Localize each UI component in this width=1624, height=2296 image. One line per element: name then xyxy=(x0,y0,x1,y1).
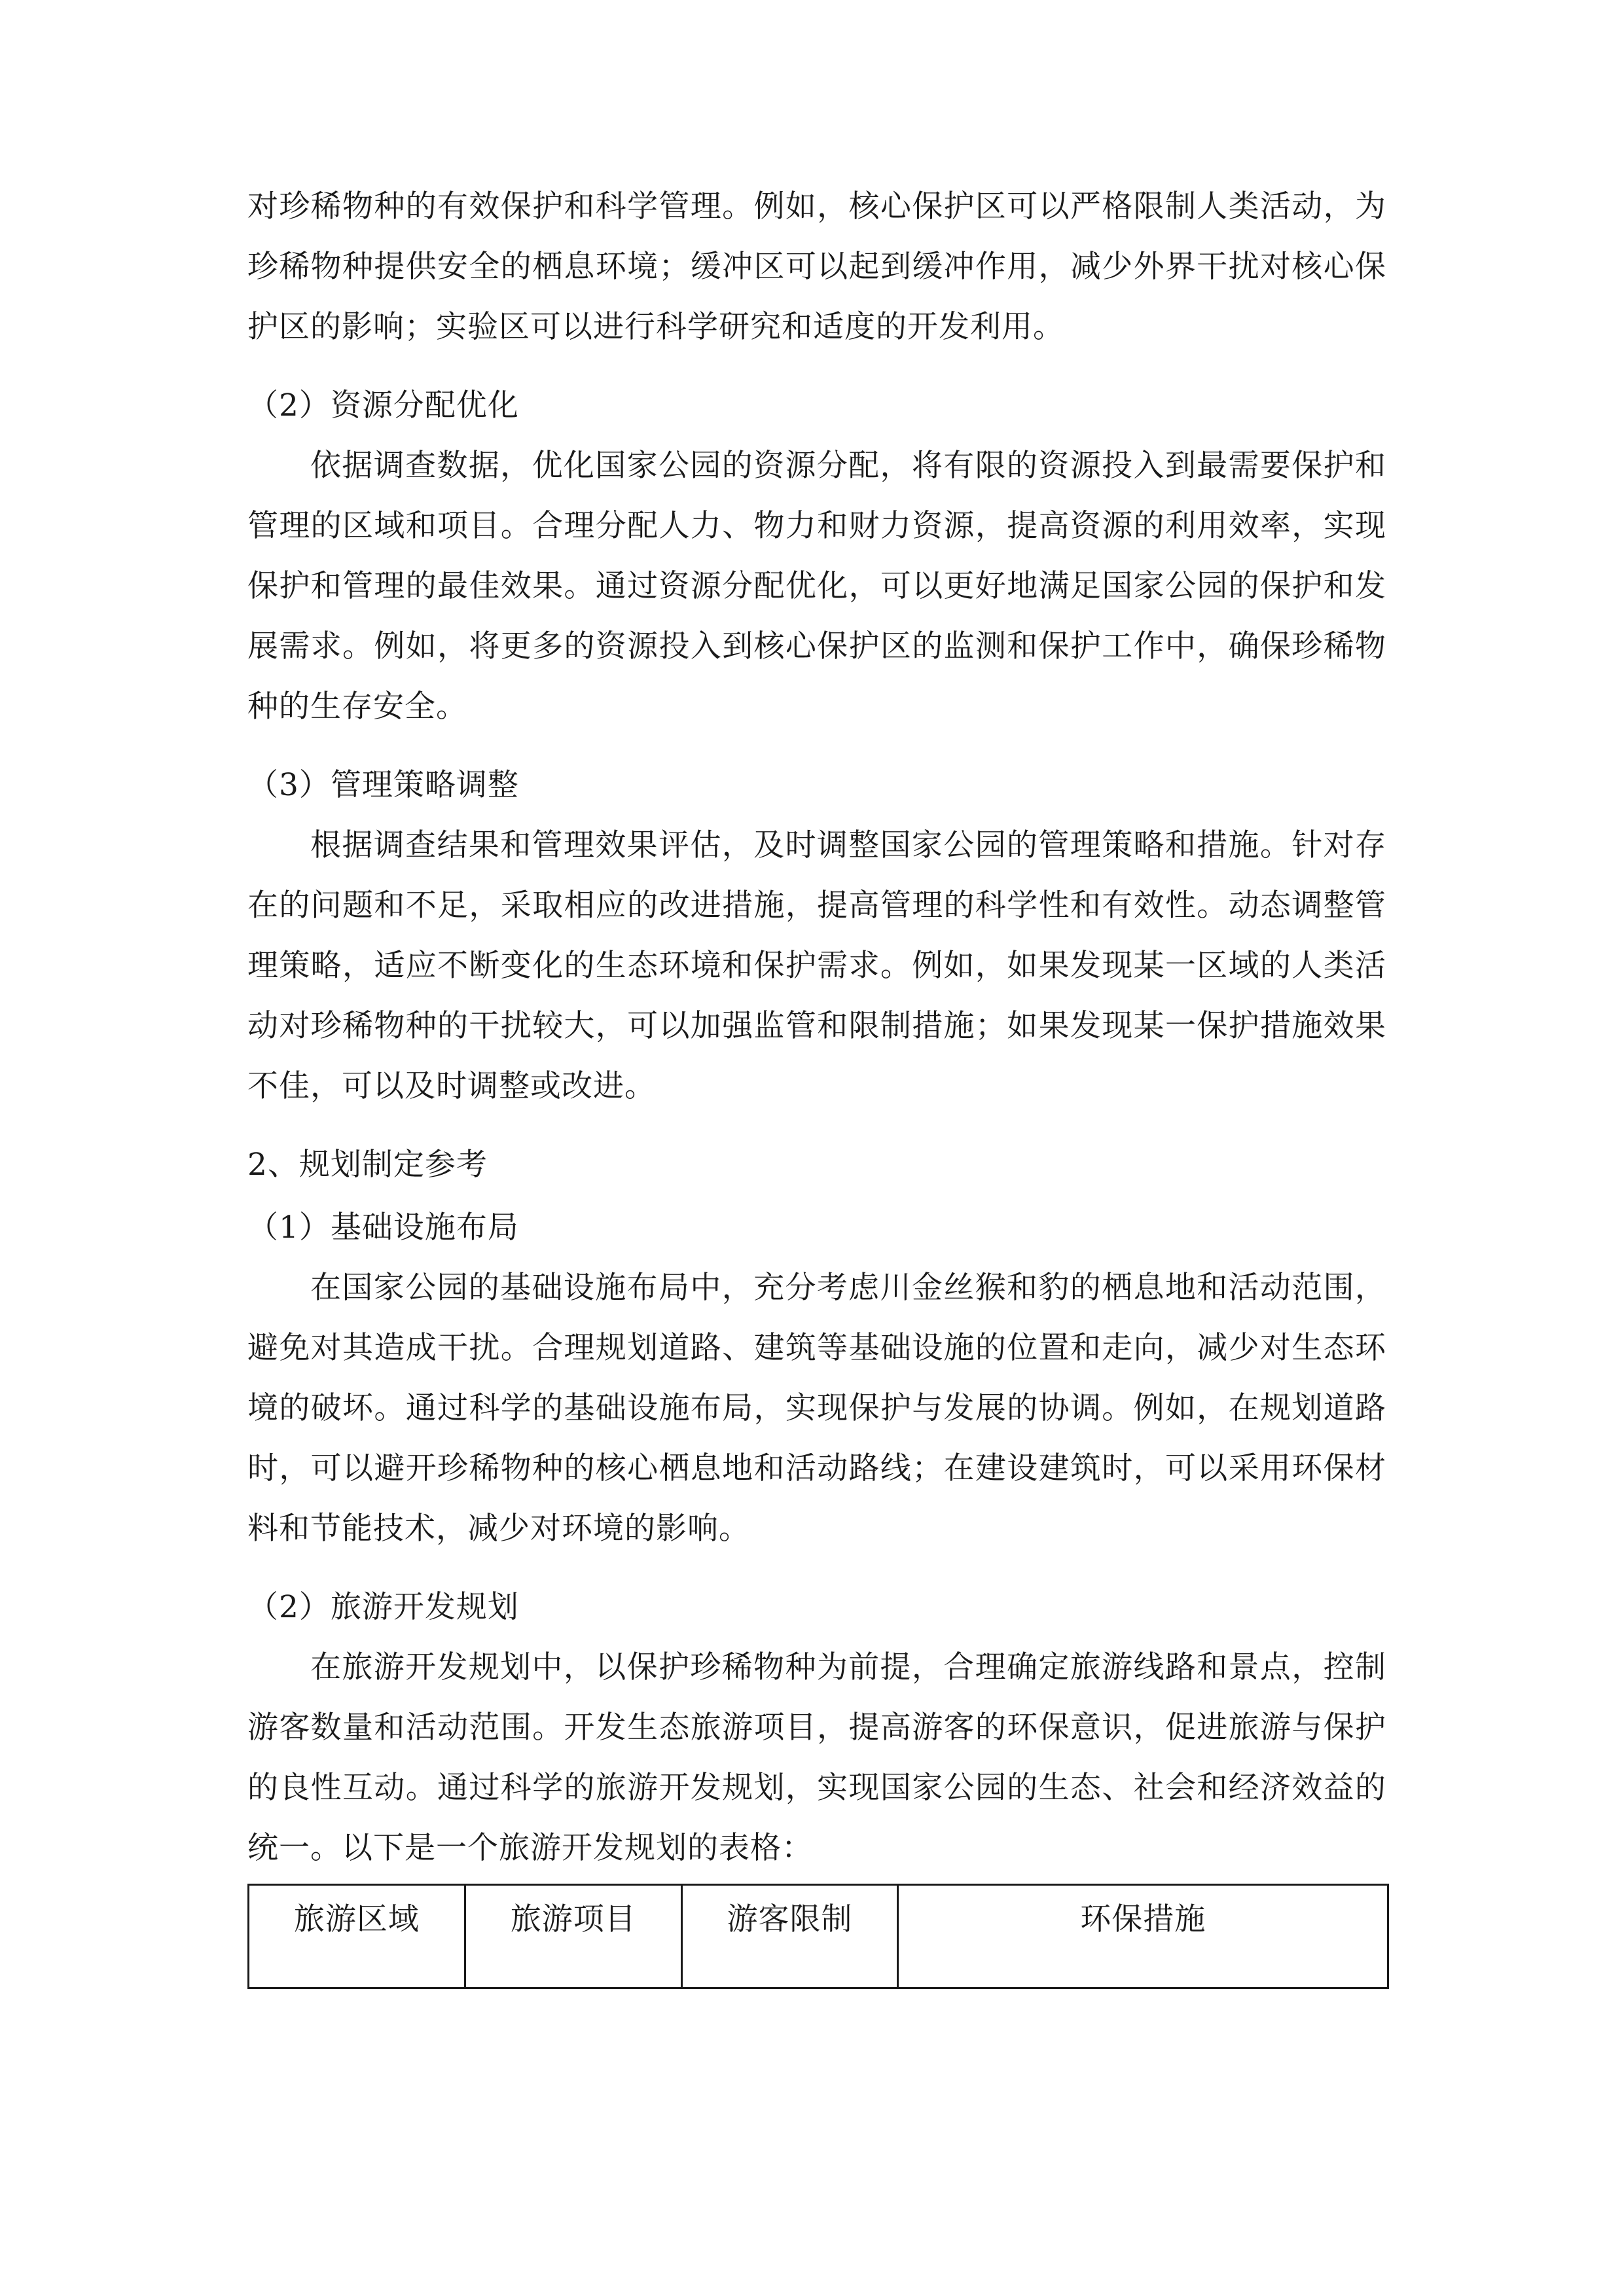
document-page xyxy=(247,177,1386,1989)
heading-planning-reference: 2、规划制定参考 xyxy=(247,1147,488,1183)
table-header-cell: 游客限制 xyxy=(681,1885,898,1988)
spacer xyxy=(247,1117,1386,1135)
heading-tourism-planning: （2）旅游开发规划 xyxy=(247,1589,519,1625)
paragraph-strategy-adjustment: 根据调查结果和管理效果评估，及时调整国家公园的管理策略和措施。针对存在的问题和不足，采取相应的改进措施，提高管理的科学性和有效性。动态调整管理策略，适应不断变化的生态环境和保护需求。例如，如果发现某一区域的人类活动对珍稀物种的干扰较大，可以加强监管和限制措施；如果发现某一保护措施效果不佳，可以及时调整或改进。 xyxy=(247,827,1386,1104)
heading-strategy-adjustment: （3）管理策略调整 xyxy=(247,767,519,803)
paragraph-infrastructure-layout: 在国家公园的基础设施布局中，充分考虑川金丝猴和豹的栖息地和活动范围，避免对其造成干扰。合理规划道路、建筑等基础设施的位置和走向，减少对生态环境的破坏。通过科学的基础设施布局，实现保护与发展的协调。例如，在规划道路时，可以避开珍稀物种的核心栖息地和活动路线；在建设建筑时，可以采用环保材料和节能技术，减少对环境的影响。 xyxy=(247,1270,1386,1547)
table-header-cell: 旅游项目 xyxy=(465,1885,681,1988)
heading-infrastructure-layout: （1）基础设施布局 xyxy=(247,1210,519,1246)
table-header-cell: 环保措施 xyxy=(898,1885,1388,1988)
table-header-row xyxy=(249,1885,1388,1988)
paragraph-resource-allocation: 依据调查数据，优化国家公园的资源分配，将有限的资源投入到最需要保护和管理的区域和项目。合理分配人力、物力和财力资源，提高资源的利用效率，实现保护和管理的最佳效果。通过资源分配优化，可以更好地满足国家公园的保护和发展需求。例如，将更多的资源投入到核心保护区的监测和保护工作中，确保珍稀物种的生存安全。 xyxy=(247,448,1386,725)
spacer xyxy=(247,1559,1386,1577)
spacer xyxy=(247,737,1386,755)
paragraph-zoning-continued: 对珍稀物种的有效保护和科学管理。例如，核心保护区可以严格限制人类活动，为珍稀物种提供安全的栖息环境；缓冲区可以起到缓冲作用，减少外界干扰对核心保护区的影响；实验区可以进行科学研究和适度的开发利用。 xyxy=(247,188,1386,345)
table-header-cell: 旅游区域 xyxy=(249,1885,465,1988)
tourism-plan-table xyxy=(247,1884,1389,1989)
spacer xyxy=(247,357,1386,376)
paragraph-tourism-planning: 在旅游开发规划中，以保护珍稀物种为前提，合理确定旅游线路和景点，控制游客数量和活动范围。开发生态旅游项目，提高游客的环保意识，促进旅游与保护的良性互动。通过科学的旅游开发规划，实现国家公园的生态、社会和经济效益的统一。以下是一个旅游开发规划的表格： xyxy=(247,1649,1386,1866)
heading-resource-allocation: （2）资源分配优化 xyxy=(247,387,519,423)
